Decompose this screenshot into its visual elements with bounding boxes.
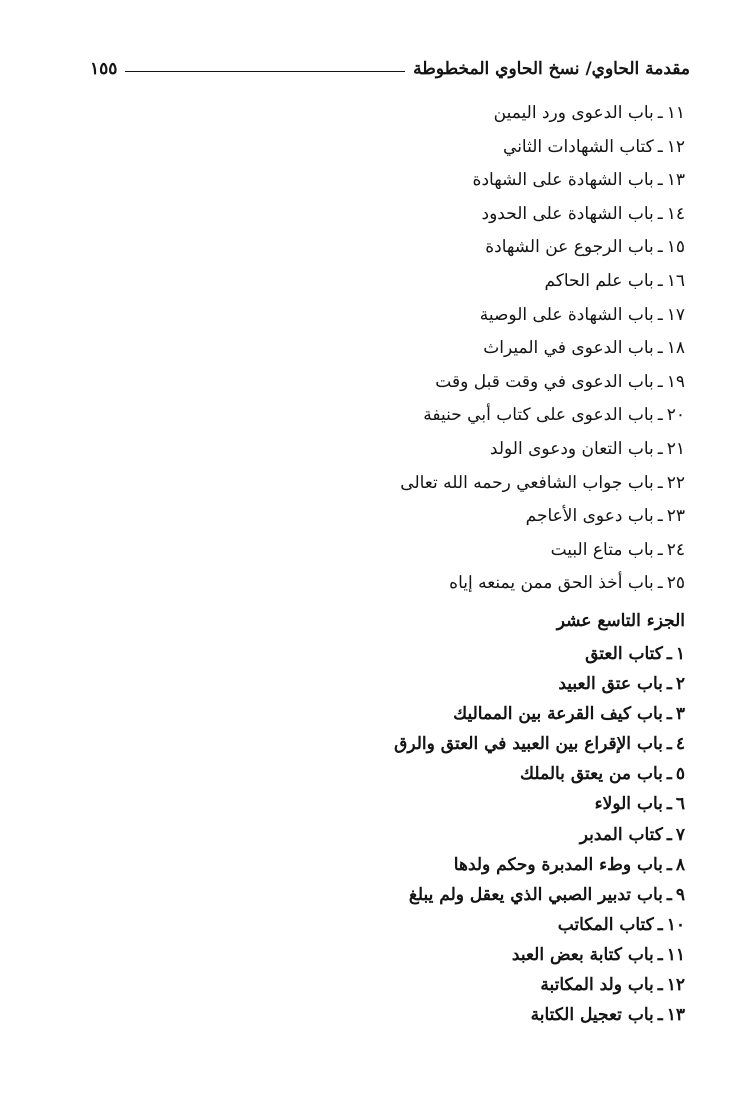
item-number: ١٤: [666, 203, 685, 224]
list-item: [125, 198, 685, 232]
item-separator: ـ: [657, 304, 663, 325]
list-item: [125, 399, 685, 433]
item-number: ٥: [675, 764, 685, 785]
item-text: باب الإقراع بين العبيد في العتق والرق: [394, 734, 663, 755]
list-item: [125, 820, 685, 850]
list-item: [125, 910, 685, 940]
list-item: [125, 433, 685, 467]
item-number: ١٧: [666, 304, 685, 325]
list-item: [125, 500, 685, 534]
list-item: [125, 332, 685, 366]
item-separator: ـ: [657, 539, 663, 560]
item-number: ١٥: [666, 237, 685, 258]
item-separator: ـ: [657, 405, 663, 426]
list-item: [125, 850, 685, 880]
item-separator: ـ: [657, 506, 663, 527]
item-separator: ـ: [666, 644, 672, 664]
item-number: ٧: [675, 824, 685, 845]
item-number: ٦: [675, 794, 685, 815]
item-text: باب ولد المكاتبة: [540, 975, 654, 996]
list-item: [125, 97, 685, 131]
item-separator: ـ: [657, 944, 663, 965]
item-separator: ـ: [657, 203, 663, 224]
item-separator: ـ: [666, 824, 672, 845]
item-separator: ـ: [666, 884, 672, 905]
item-text: باب متاع البيت: [550, 539, 654, 560]
list-item: [125, 639, 685, 669]
item-text: باب الولاء: [594, 794, 663, 815]
item-text: كتاب المكاتب: [557, 914, 654, 935]
item-text: باب الدعوى في الميراث: [483, 338, 654, 359]
item-separator: ـ: [657, 1005, 663, 1026]
list-item: [125, 940, 685, 970]
list-item: [125, 231, 685, 265]
item-text: باب تدبير الصبي الذي يعقل ولم يبلغ: [408, 884, 663, 905]
item-number: ٨: [675, 854, 685, 875]
item-text: باب كتابة بعض العبد: [511, 944, 654, 965]
item-text: باب أخذ الحق ممن يمنعه إياه: [449, 573, 654, 594]
list-item: [125, 789, 685, 819]
item-text: باب الدعوى ورد اليمين: [493, 103, 654, 123]
item-number: ٢٢: [666, 472, 685, 493]
item-number: ١١: [666, 103, 685, 123]
item-separator: ـ: [666, 794, 672, 815]
item-number: ٣: [675, 704, 685, 725]
item-text: باب دعوى الأعاجم: [525, 506, 654, 527]
list-item: [125, 534, 685, 568]
item-separator: ـ: [657, 170, 663, 191]
item-number: ١٩: [666, 371, 685, 392]
item-separator: ـ: [657, 438, 663, 459]
section-heading: الجزء التاسع عشر: [556, 611, 685, 631]
item-separator: ـ: [657, 136, 663, 157]
item-text: باب تعجيل الكتابة: [530, 1005, 654, 1026]
item-number: ١: [675, 644, 685, 664]
list-item: [125, 669, 685, 699]
item-text: باب كيف القرعة بين المماليك: [453, 704, 663, 725]
header-title: مقدمة الحاوي/ نسخ الحاوي المخطوطة: [413, 59, 690, 79]
chapter-list-part-18: [125, 97, 685, 601]
list-item: [125, 467, 685, 501]
item-separator: ـ: [657, 914, 663, 935]
item-number: ٢١: [666, 438, 685, 459]
item-separator: ـ: [666, 854, 672, 875]
list-item: [125, 699, 685, 729]
chapter-list-part-19: [125, 639, 685, 1030]
item-number: ٤: [675, 734, 685, 755]
item-number: ٢٤: [666, 539, 685, 560]
item-separator: ـ: [666, 704, 672, 725]
item-separator: ـ: [657, 573, 663, 594]
list-item: [125, 164, 685, 198]
item-text: كتاب العتق: [585, 644, 663, 664]
list-item: [125, 970, 685, 1000]
item-number: ١١: [666, 944, 685, 965]
item-text: باب وطء المدبرة وحكم ولدها: [453, 854, 663, 875]
list-item: [125, 759, 685, 789]
item-text: باب التعان ودعوى الولد: [489, 438, 654, 459]
item-number: ١٢: [666, 136, 685, 157]
item-number: ١٢: [666, 975, 685, 996]
item-separator: ـ: [657, 103, 663, 123]
item-number: ٢٣: [666, 506, 685, 527]
item-text: باب عتق العبيد: [558, 674, 663, 695]
item-number: ١٣: [666, 170, 685, 191]
list-item: [125, 880, 685, 910]
item-text: باب جواب الشافعي رحمه الله تعالى: [400, 472, 654, 493]
item-number: ١٨: [666, 338, 685, 359]
list-item: [125, 366, 685, 400]
item-number: ٢: [675, 674, 685, 695]
list-item: [125, 299, 685, 333]
item-separator: ـ: [657, 270, 663, 291]
list-item: [125, 729, 685, 759]
header-rule: [125, 71, 405, 72]
item-text: كتاب الشهادات الثاني: [503, 136, 654, 157]
list-item: [125, 1000, 685, 1030]
item-separator: ـ: [666, 734, 672, 755]
item-number: ١٣: [666, 1005, 685, 1026]
item-text: باب علم الحاكم: [544, 270, 654, 291]
item-text: باب الشهادة على الشهادة: [472, 170, 654, 191]
item-number: ٢٥: [666, 573, 685, 594]
item-separator: ـ: [657, 338, 663, 359]
item-separator: ـ: [657, 975, 663, 996]
item-number: ٩: [675, 884, 685, 905]
item-text: كتاب المدبر: [579, 824, 663, 845]
list-item: [125, 131, 685, 165]
item-text: باب من يعتق بالملك: [520, 764, 663, 785]
item-number: ٢٠: [666, 405, 685, 426]
item-separator: ـ: [657, 472, 663, 493]
item-text: باب الشهادة على الحدود: [481, 203, 654, 224]
running-header: [90, 54, 690, 84]
item-number: ١٠: [666, 914, 685, 935]
list-item: [125, 265, 685, 299]
item-separator: ـ: [666, 674, 672, 695]
page-number: ١٥٥: [90, 59, 118, 79]
item-text: باب الشهادة على الوصية: [479, 304, 654, 325]
item-text: باب الدعوى في وقت قبل وقت: [435, 371, 654, 392]
item-separator: ـ: [666, 764, 672, 785]
list-item: [125, 567, 685, 601]
item-separator: ـ: [657, 237, 663, 258]
item-text: باب الدعوى على كتاب أبي حنيفة: [423, 405, 654, 426]
item-number: ١٦: [666, 270, 685, 291]
item-separator: ـ: [657, 371, 663, 392]
item-text: باب الرجوع عن الشهادة: [485, 237, 654, 258]
